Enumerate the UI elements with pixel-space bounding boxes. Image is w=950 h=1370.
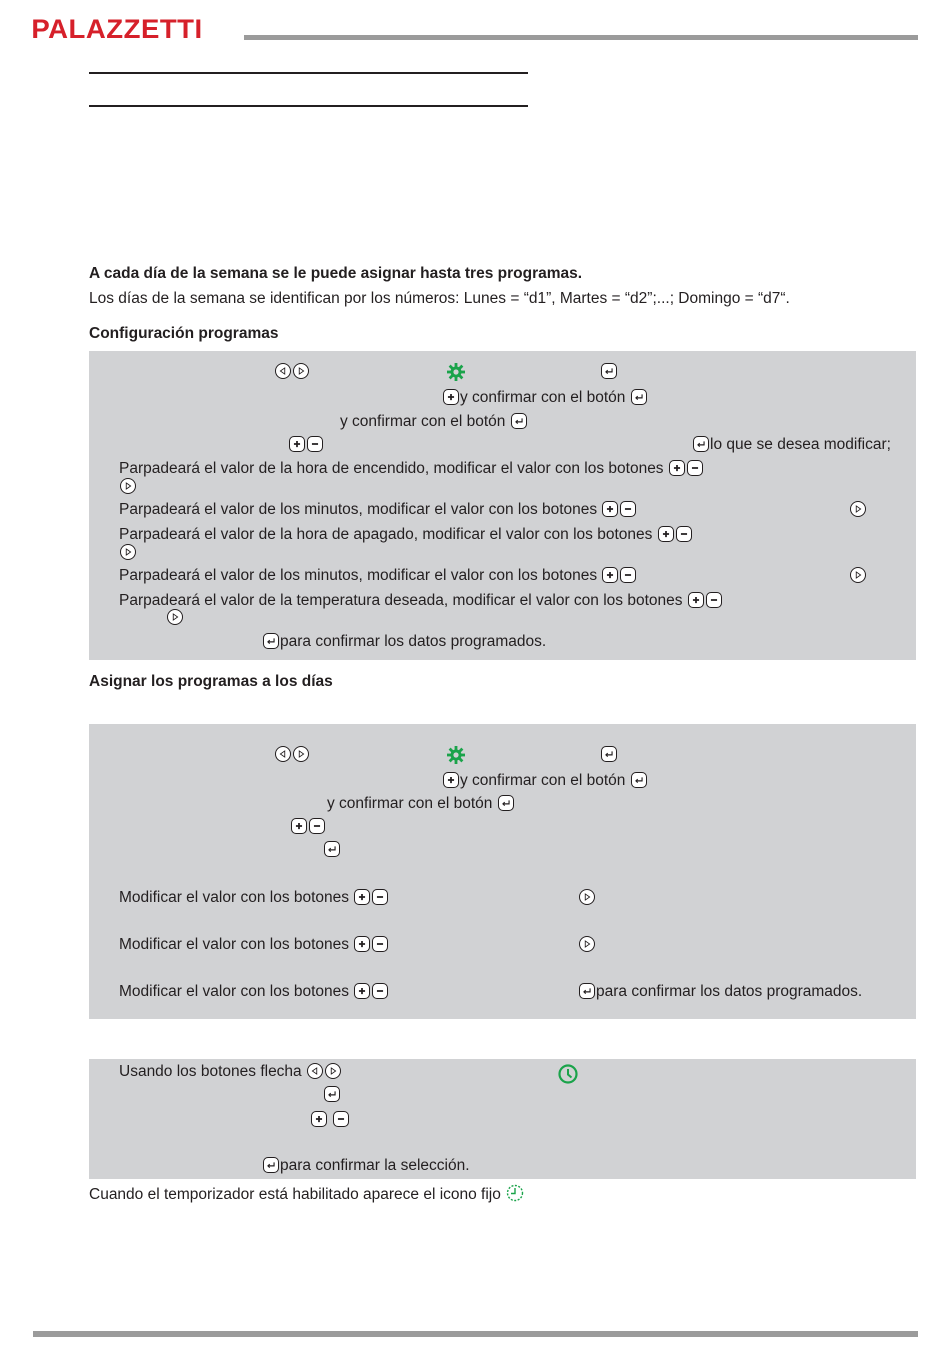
enter-button-icon	[498, 795, 514, 811]
minus-button-icon	[309, 818, 325, 834]
right-arrow-button-icon	[120, 478, 136, 494]
right-arrow-button-icon	[579, 936, 595, 952]
modify-value-text: Modificar el valor con los botones	[119, 889, 350, 906]
title-underline-1	[89, 72, 528, 74]
plus-button-icon	[602, 501, 618, 517]
right-arrow-button-icon	[167, 609, 183, 625]
minus-button-icon	[333, 1111, 349, 1127]
settings-gear-icon	[446, 745, 466, 765]
arrow-buttons-text: Usando los botones flecha	[119, 1063, 302, 1080]
left-arrow-button-icon	[275, 363, 291, 379]
right-arrow-button-icon	[850, 501, 866, 517]
plus-button-icon	[289, 436, 305, 452]
enter-button-icon	[631, 772, 647, 788]
right-arrow-button-icon	[293, 746, 309, 762]
plus-button-icon	[354, 983, 370, 999]
step-on-minutes: Parpadeará el valor de los minutos, modificar el valor con los botones	[119, 501, 598, 518]
right-arrow-button-icon	[120, 544, 136, 560]
minus-button-icon	[307, 436, 323, 452]
enter-button-icon	[263, 633, 279, 649]
timer-note-text: Cuando el temporizador está habilitado aparece el icono fijo	[89, 1186, 501, 1203]
clock-icon	[557, 1063, 579, 1085]
minus-button-icon	[372, 889, 388, 905]
step-on-hour: Parpadeará el valor de la hora de encendido, modificar el valor con los botones	[119, 460, 664, 477]
section-title-assign: Asignar los programas a los días	[89, 673, 333, 690]
minus-button-icon	[676, 526, 692, 542]
right-arrow-button-icon	[579, 889, 595, 905]
plus-button-icon	[443, 772, 459, 788]
right-arrow-button-icon	[325, 1063, 341, 1079]
plus-button-icon	[669, 460, 685, 476]
minus-button-icon	[687, 460, 703, 476]
confirm-text: y confirmar con el botón	[460, 772, 626, 789]
plus-button-icon	[602, 567, 618, 583]
enter-button-icon	[324, 841, 340, 857]
left-arrow-button-icon	[307, 1063, 323, 1079]
modify-value-text: Modificar el valor con los botones	[119, 936, 350, 953]
timer-note	[89, 1183, 525, 1204]
footer-rule	[33, 1331, 918, 1337]
timer-panel	[89, 1059, 916, 1179]
enter-button-icon	[324, 1086, 340, 1102]
plus-button-icon	[354, 889, 370, 905]
left-arrow-button-icon	[275, 746, 291, 762]
step-off-hour: Parpadeará el valor de la hora de apagado, modificar el valor con los botones	[119, 526, 653, 543]
right-arrow-button-icon	[293, 363, 309, 379]
enter-button-icon	[579, 983, 595, 999]
title-underline-2	[89, 105, 528, 107]
minus-button-icon	[372, 983, 388, 999]
enter-button-icon	[601, 746, 617, 762]
minus-button-icon	[372, 936, 388, 952]
step-off-minutes: Parpadeará el valor de los minutos, modificar el valor con los botones	[119, 567, 598, 584]
modify-value-text: Modificar el valor con los botones	[119, 983, 350, 1000]
confirm-text: y confirmar con el botón	[460, 389, 626, 406]
section-title-config: Configuración programas	[89, 325, 279, 342]
confirm-selection-text: para confirmar la selección.	[280, 1157, 470, 1174]
minus-button-icon	[620, 567, 636, 583]
confirm-programmed-text: para confirmar los datos programados.	[596, 983, 863, 1000]
enter-button-icon	[631, 389, 647, 405]
plus-button-icon	[658, 526, 674, 542]
modify-text: lo que se desea modificar;	[710, 436, 891, 453]
confirm-programmed-text: para confirmar los datos programados.	[280, 633, 547, 650]
intro-heading: A cada día de la semana se le puede asignar hasta tres programas.	[89, 265, 583, 282]
enter-button-icon	[601, 363, 617, 379]
plus-button-icon	[688, 592, 704, 608]
plus-button-icon	[354, 936, 370, 952]
minus-button-icon	[706, 592, 722, 608]
confirm-text: y confirmar con el botón	[327, 795, 493, 812]
timer-fixed-icon	[505, 1183, 525, 1203]
minus-button-icon	[620, 501, 636, 517]
right-arrow-button-icon	[850, 567, 866, 583]
enter-button-icon	[511, 413, 527, 429]
plus-button-icon	[311, 1111, 327, 1127]
brand-logo: PALAZZETTI	[31, 14, 203, 44]
assign-panel	[89, 724, 916, 1019]
header-rule	[244, 35, 918, 40]
intro-text: Los días de la semana se identifican por los números: Lunes = “d1”, Martes = “d2”;...; Domingo = “d7“.	[89, 290, 790, 307]
enter-button-icon	[263, 1157, 279, 1173]
enter-button-icon	[693, 436, 709, 452]
plus-button-icon	[443, 389, 459, 405]
confirm-text: y confirmar con el botón	[340, 413, 506, 430]
settings-gear-icon	[446, 362, 466, 382]
config-panel	[89, 351, 916, 660]
step-temperature: Parpadeará el valor de la temperatura deseada, modificar el valor con los botones	[119, 592, 683, 609]
plus-button-icon	[291, 818, 307, 834]
